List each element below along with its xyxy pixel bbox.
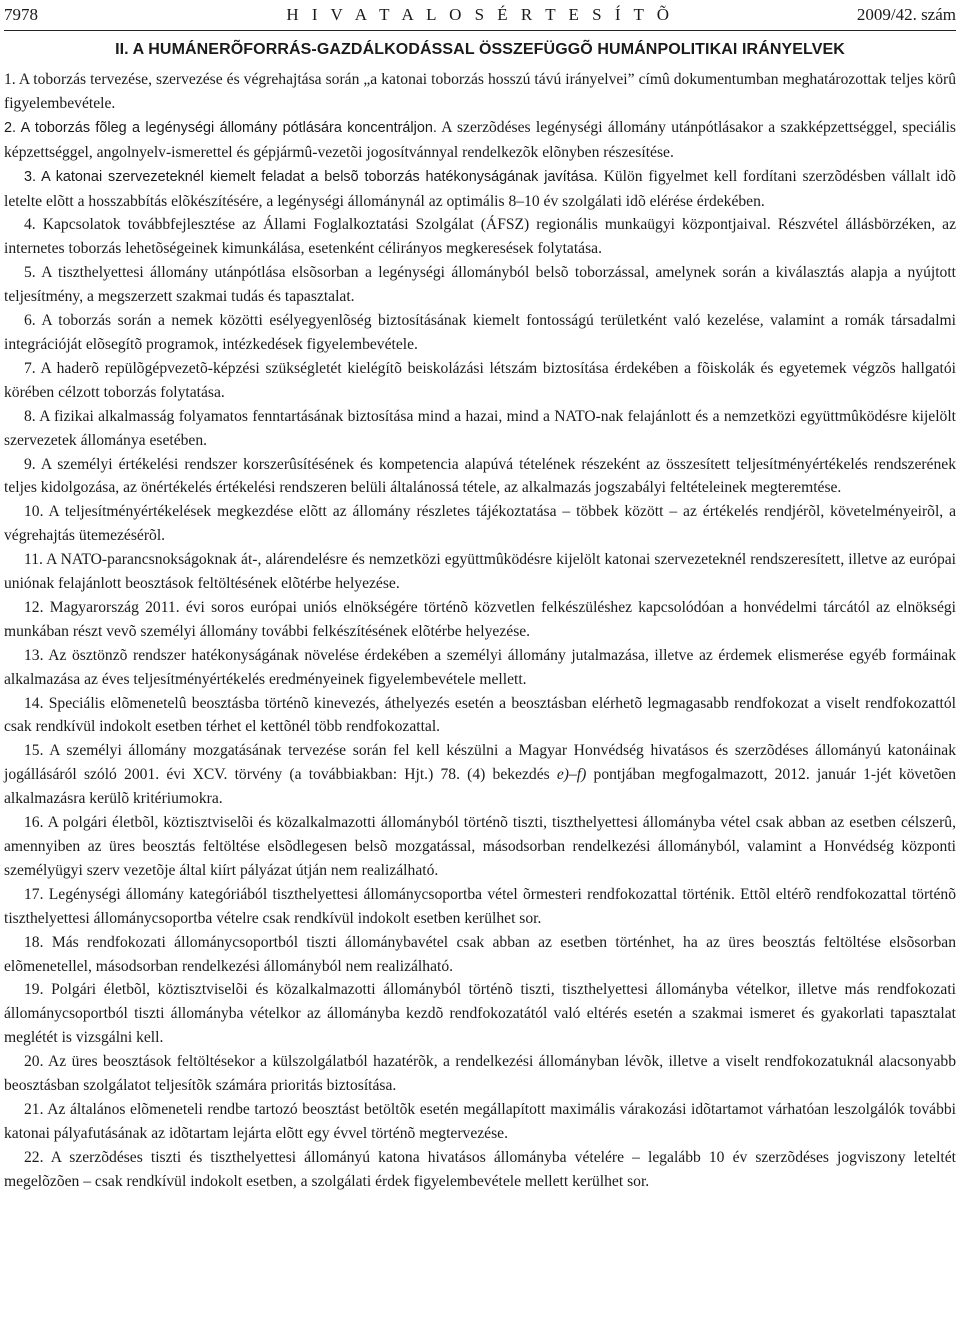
- paragraph-15: [4, 739, 956, 811]
- publication-title: H I V A T A L O S É R T E S Í T Õ: [286, 5, 674, 24]
- page-header: [4, 0, 956, 30]
- document-page: [4, 0, 956, 1194]
- paragraph-11: 11. A NATO-parancsnokságoknak át-, alárendelésre és nemzetközi együttmûködésre kijelölt katonai szervezeteknél rendszeresített, illetve az európai uniónak felajánlott beosztások feltöltésének elõtérbe helyezése.: [4, 551, 956, 593]
- paragraph-15-text-b: pontjában megfogalmazott, 2012. január 1-jét követõen alkalmazásra kerülõ kritériumokra.: [4, 766, 956, 808]
- paragraph-15-text-a: 15. A személyi állomány mozgatásának tervezése során fel kell készülni a Magyar Honvédség hivatásos és szerzõdéses állományú katonáinak jogállásáról szóló 2001. évi XCV. törvény (a továbbiakban: Hjt.) 78. (4) bekezdés: [4, 742, 956, 784]
- paragraph-4: 4. Kapcsolatok továbbfejlesztése az Állami Foglalkoztatási Szolgálat (ÁFSZ) regionális munkaügyi központjaival. Részvétel állásbörzéken, az internetes toborzás lehetõségeinek kimunkálása, esetenként célirányos megkeresések folytatása.: [4, 216, 956, 258]
- paragraph-16: 16. A polgári életbõl, köztisztviselõi és közalkalmazotti állományból történõ tiszti, tiszthelyettesi állományba vétel csak abban az esetben célszerû, amennyiben az üres beosztás feltöltése elsõdlegesen belsõ mozgatással, másodsorban rendelkezési állományból, valamint a Honvédség központi személyügyi szerv vezetõje által kiírt pályázat útján nem realizálható.: [4, 814, 956, 879]
- page-number: 7978: [4, 5, 38, 24]
- paragraph-5: 5. A tiszthelyettesi állomány utánpótlása elsõsorban a legénységi állományból belsõ toborzással, amelynek során a kiválasztás alapja a nyújtott teljesítmény, a megszerzett szakmai tudás és tapasztalat.: [4, 264, 956, 306]
- section-title: II. A HUMÁNERÕFORRÁS-GAZDÁLKODÁSSAL ÖSSZEFÜGGÕ HUMÁNPOLITIKAI IRÁNYELVEK: [115, 41, 845, 58]
- paragraph-2: [4, 116, 956, 165]
- header-rule: [4, 30, 956, 31]
- issue-number: 2009/42. szám: [856, 5, 956, 24]
- document-body: [4, 68, 956, 1194]
- paragraph-13: 13. Az ösztönzõ rendszer hatékonyságának növelése érdekében a személyi állomány jutalmazása, illetve az érdemek elismerése egyéb formáinak alkalmazása az éves teljesítményértékelés eredményeinek figyelembevétele mellett.: [4, 646, 956, 688]
- paragraph-8: 8. A fizikai alkalmasság folyamatos fenntartásának biztosítása mind a hazai, mind a NATO-nak felajánlott és a nemzetközi együttmûködésre kijelölt szervezetek állománya esetében.: [4, 407, 956, 449]
- paragraph-21: 21. Az általános elõmeneteli rendbe tartozó beosztást betöltõk esetén megállapított maximális várakozási idõtartamot várhatóan leszolgálók további katonai pályafutásának az idõtartam lejárta elõtt egy évvel történõ megtervezése.: [4, 1100, 956, 1142]
- paragraph-17: 17. Legénységi állomány kategóriából tiszthelyettesi állománycsoportba vétel õrmesteri rendfokozattal történik. Ettõl eltérõ rendfokozattal történõ tiszthelyettesi állománycsoportba vételre csak rendkívül indokolt esetben kerülhet sor.: [4, 885, 956, 927]
- paragraph-1: 1. A toborzás tervezése, szervezése és végrehajtása során „a katonai toborzás hosszú távú irányelvei” címû dokumentumban meghatározottak teljes körû figyelembevétele.: [4, 71, 956, 112]
- paragraph-18: 18. Más rendfokozati állománycsoportból tiszti állománybavétel csak abban az esetben történhet, ha az üres beosztás feltöltése elsõsorban elõmenetellel, másodsorban rendelkezési állományból nem realizálható.: [4, 933, 956, 975]
- paragraph-19: 19. Polgári életbõl, köztisztviselõi és közalkalmazotti állományból történõ tiszti, tiszthelyettesi állományba vételkor, illetve más rendfokozati állománycsoportból tiszti állományba vételkor az állományba kezdõ rendfokozatától való eltérés esetén a szakmai ismeret és gyakorlati tapasztalat meglétét is vizsgálni kell.: [4, 981, 956, 1047]
- paragraph-10: 10. A teljesítményértékelések megkezdése elõtt az állomány részletes tájékoztatása – többek között – az értékelés rendjérõl, követelményeirõl, a végrehajtás ütemezésérõl.: [4, 503, 956, 545]
- paragraph-2-heading: 2. A toborzás fõleg a legénységi állomány pótlására koncentráljon.: [4, 119, 437, 136]
- paragraph-2-body: A szerzõdéses legénységi állomány utánpótlásakor a szakképzettséggel, speciális képzettséggel, angolnyelv-ismerettel és gépjármû-vezetõi jogosítvánnyal rendelkezõk elõnyben részesítése.: [4, 118, 956, 161]
- paragraph-7: 7. A haderõ repülõgépvezetõ-képzési szükségletét kielégítõ beiskolázási létszám biztosítása érdekében a fõiskolák és egyetemek végzõs hallgatói körében célzott toborzás folytatása.: [4, 359, 956, 401]
- paragraph-14: 14. Speciális elõmenetelû beosztásba történõ kinevezés, áthelyezés esetén a beosztásban elérhetõ legmagasabb rendfokozat a viselt rendfokozattól csak rendkívül indokolt esetben térhet el kettõnél több rendfokozattal.: [4, 694, 956, 736]
- paragraph-22: 22. A szerzõdéses tiszti és tiszthelyettesi állományú katona hivatásos állományba vételére – legalább 10 év szerzõdéses jogviszony leteltét megelõzõen – csak rendkívül indokolt esetben, a szolgálati érdek figyelembevétele mellett kerülhet sor.: [4, 1148, 956, 1190]
- paragraph-9: 9. A személyi értékelési rendszer korszerûsítésének és kompetencia alapúvá tételének részeként az összesített teljesítményértékelés rendszerének teljes kidolgozása, az önértékelés értékelési rendszeren belüli általánossá tétele, az alkalmazás jogszabályi feltételeinek megteremtése.: [4, 455, 956, 497]
- paragraph-12: 12. Magyarország 2011. évi soros európai uniós elnökségére történõ közvetlen felkészüléshez kapcsolódóan a honvédelmi tárcától az elnökségi munkában részt vevõ személyi állomány további felkészítésének elõtérbe helyezése.: [4, 598, 956, 640]
- paragraph-3: [4, 165, 956, 214]
- paragraph-20: 20. Az üres beosztások feltöltésekor a külszolgálatból hazatérõk, a rendelkezési állományban lévõk, illetve a viselt rendfokozatuknál alacsonyabb beosztásban szolgálatot teljesítõk számára prioritás biztosítása.: [4, 1053, 956, 1095]
- paragraph-3-body: Külön figyelmet kell fordítani szerzõdésben vállalt idõ letelte elõtt a hosszabbítás elõkészítésére, a legénységi állománynál az optimális 8–10 év szolgálati idõ elérése érdekében.: [4, 167, 956, 210]
- paragraph-3-heading: 3. A katonai szervezeteknél kiemelt feladat a belsõ toborzás hatékonyságának javítása.: [24, 168, 598, 185]
- paragraph-15-emphasis: e)–f): [556, 766, 587, 784]
- paragraph-6: 6. A toborzás során a nemek közötti esélyegyenlõség biztosításának kiemelt fontosságú területként való kezelése, valamint a romák társadalmi integrációját elõsegítõ programok, intézkedések figyelembevétele.: [4, 312, 956, 353]
